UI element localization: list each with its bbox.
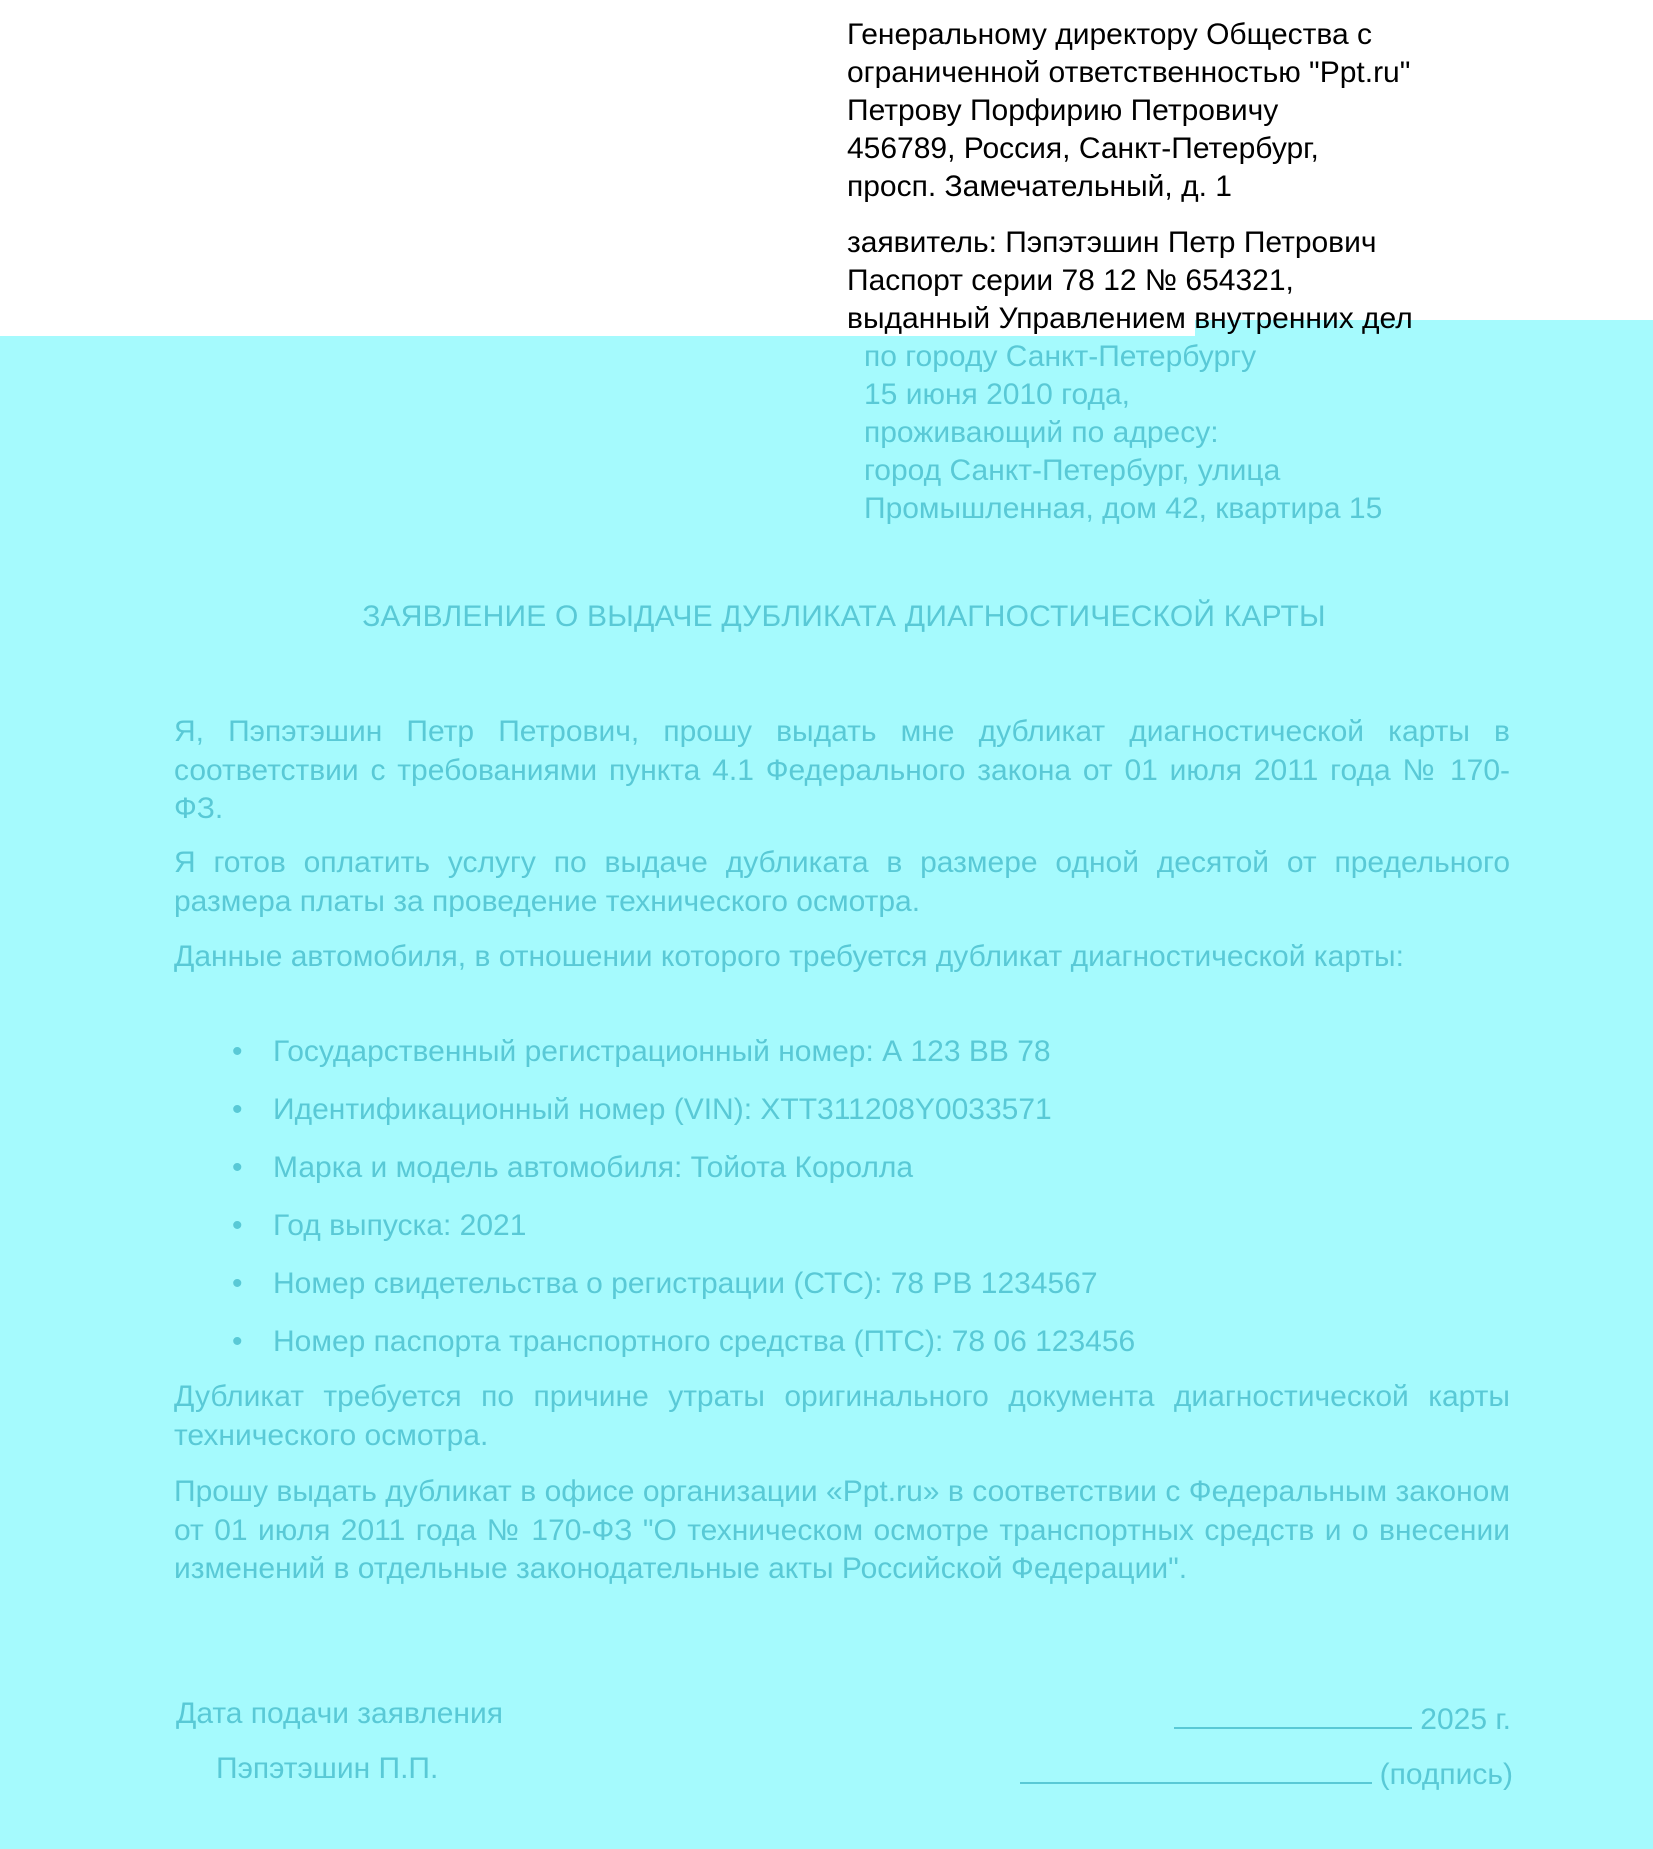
date-field	[1174, 1697, 1511, 1737]
list-item	[174, 1089, 1510, 1147]
applicant-line: город Санкт-Петербург, улица	[864, 454, 1281, 487]
bullet-icon: •	[232, 1209, 243, 1242]
addressee-line: просп. Замечательный, д. 1	[847, 170, 1232, 203]
applicant-line: Паспорт серии 78 12 № 654321,	[847, 264, 1294, 297]
applicant-line: 15 июня 2010 года,	[864, 378, 1131, 411]
list-item-text: Год выпуска: 2021	[273, 1209, 527, 1242]
addressee-line: 456789, Россия, Санкт-Петербург,	[847, 132, 1319, 165]
applicant-line: заявитель: Пэпэтэшин Петр Петрович	[847, 226, 1377, 259]
applicant-signature-name: Пэпэтэшин П.П.	[216, 1752, 439, 1785]
bullet-icon: •	[232, 1151, 243, 1184]
list-item	[174, 1321, 1510, 1379]
list-item	[174, 1031, 1510, 1089]
addressee-block	[847, 16, 1567, 206]
applicant-address-block	[864, 338, 1584, 528]
date-label: Дата подачи заявления	[176, 1697, 503, 1730]
signature-field	[1020, 1752, 1513, 1792]
applicant-line: проживающий по адресу:	[864, 416, 1219, 449]
bullet-icon: •	[232, 1325, 243, 1358]
paragraph-payment: Я готов оплатить услугу по выдаче дубликата в размере одной десятой от предельного размера платы за проведение технического осмотра.	[174, 846, 1510, 918]
paragraph-vehicle-intro: Данные автомобиля, в отношении которого требуется дубликат диагностической карты:	[174, 940, 1404, 973]
bullet-icon: •	[232, 1035, 243, 1068]
document-title: ЗАЯВЛЕНИЕ О ВЫДАЧЕ ДУБЛИКАТА ДИАГНОСТИЧЕСКОЙ КАРТЫ	[362, 600, 1326, 633]
signature-label: (подпись)	[1379, 1758, 1513, 1791]
date-blank-line	[1174, 1697, 1412, 1729]
applicant-line: выданный Управлением внутренних дел	[847, 302, 1413, 335]
signature-blank-line	[1020, 1752, 1372, 1784]
paragraph-issue-office: Прошу выдать дубликат в офисе организации «Ppt.ru» в соответствии с Федеральным законом от 01 июля 2011 года № 170-ФЗ "О техническом осмотре транспортных средств и о внесении изменений в отдельные законодательные акты Российской Федерации".	[174, 1475, 1510, 1585]
list-item-text: Марка и модель автомобиля: Тойота Королла	[273, 1151, 914, 1184]
addressee-line: ограниченной ответственностью "Ppt.ru"	[847, 56, 1411, 89]
list-item-text: Государственный регистрационный номер: А 123 ВВ 78	[273, 1035, 1051, 1068]
list-item	[174, 1263, 1510, 1321]
vehicle-data-list	[174, 1031, 1510, 1379]
date-year-suffix: 2025 г.	[1420, 1703, 1511, 1736]
paragraph-request: Я, Пэпэтэшин Петр Петрович, прошу выдать мне дубликат диагностической карты в соответствии с требованиями пункта 4.1 Федерального закона от 01 июля 2011 года № 170-ФЗ.	[174, 715, 1510, 825]
list-item	[174, 1147, 1510, 1205]
addressee-line: Петрову Порфирию Петровичу	[847, 94, 1279, 127]
applicant-line: Промышленная, дом 42, квартира 15	[864, 492, 1383, 525]
list-item	[174, 1205, 1510, 1263]
paragraph-reason: Дубликат требуется по причине утраты оригинального документа диагностической карты технического осмотра.	[174, 1380, 1510, 1452]
applicant-block	[847, 224, 1567, 338]
addressee-line: Генеральному директору Общества с	[847, 18, 1372, 51]
bullet-icon: •	[232, 1267, 243, 1300]
applicant-line: по городу Санкт-Петербургу	[864, 340, 1257, 373]
list-item-text: Номер паспорта транспортного средства (ПТС): 78 06 123456	[273, 1325, 1136, 1358]
list-item-text: Идентификационный номер (VIN): XTT311208Y0033571	[273, 1093, 1052, 1126]
list-item-text: Номер свидетельства о регистрации (СТС): 78 РВ 1234567	[273, 1267, 1098, 1300]
bullet-icon: •	[232, 1093, 243, 1126]
